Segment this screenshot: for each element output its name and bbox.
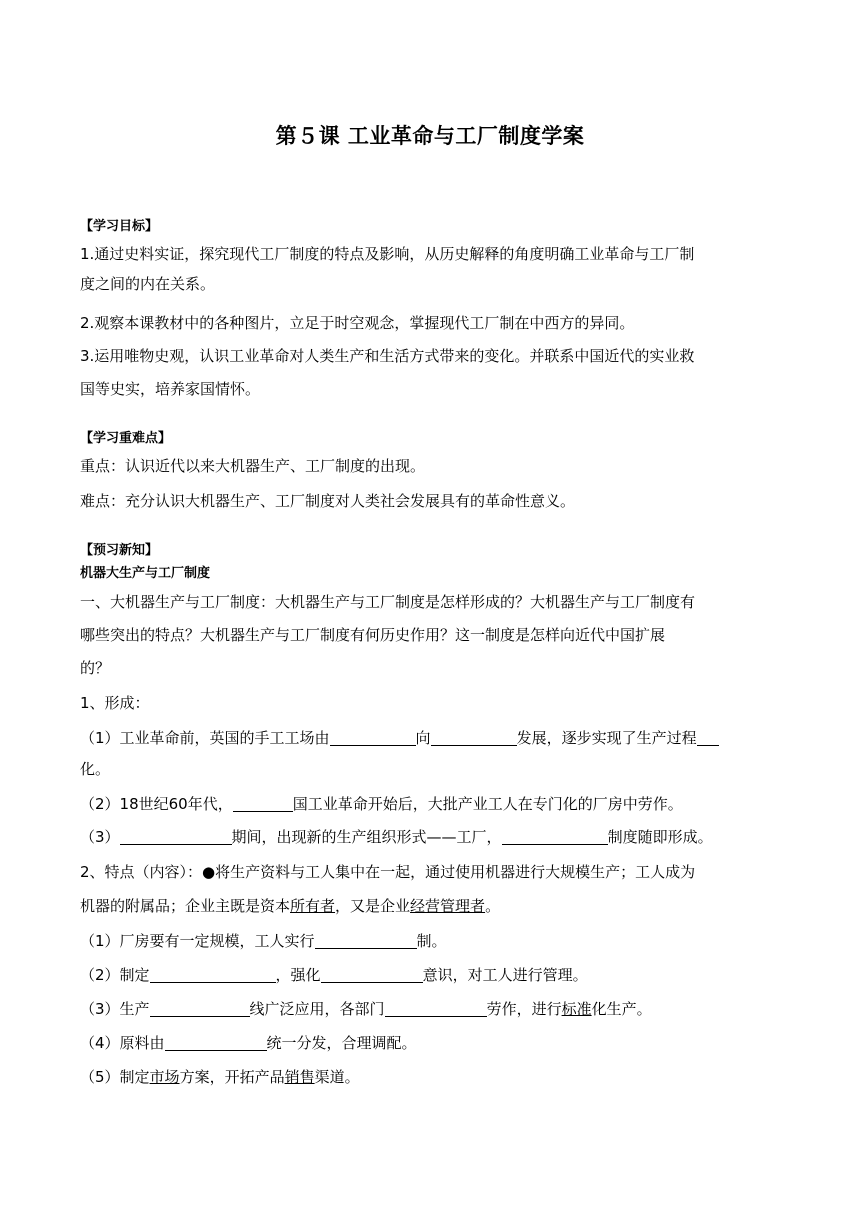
page-title: 第５课 工业革命与工厂制度学案 [275, 124, 585, 148]
point-3: （3）生产 线广泛应用，各部门 劳作，进行标准化生产。 [80, 1000, 652, 1018]
objective-1-line-1: 1.通过史料实证，探究现代工厂制度的特点及影响，从历史解释的角度明确工业革命与工厂制 [80, 245, 695, 263]
question-line-2: 哪些突出的特点？大机器生产与工厂制度有何历史作用？这一制度是怎样向近代中国扩展 [80, 626, 666, 644]
fill-blank[interactable] [150, 966, 276, 983]
fill-blank[interactable] [315, 932, 417, 949]
fill-blank[interactable] [321, 966, 423, 983]
objective-3-line-2: 国等史实，培养家国情怀。 [80, 380, 261, 398]
fill-blank[interactable] [150, 1000, 250, 1017]
objective-2: 2.观察本课教材中的各种图片，立足于时空观念，掌握现代工厂制在中西方的异同。 [80, 314, 635, 332]
fill-blank[interactable] [330, 729, 416, 746]
point-2: （2）制定 ，强化 意识，对工人进行管理。 [80, 966, 588, 984]
focus-point: 重点：认识近代以来大机器生产、工厂制度的出现。 [80, 457, 426, 475]
preview-subheading: 机器大生产与工厂制度 [80, 566, 211, 581]
characteristics-line-1: 2、特点（内容）：●将生产资料与工人集中在一起，通过使用机器进行大规模生产；工人成为 [80, 863, 696, 881]
fill-blank[interactable] [385, 1000, 487, 1017]
objectives-heading: 【学习目标】 [80, 219, 159, 234]
question-line-1: 一、大机器生产与工厂制度：大机器生产与工厂制度是怎样形成的？大机器生产与工厂制度有 [80, 593, 696, 611]
fill-blank[interactable] [165, 1034, 267, 1051]
fill-blank[interactable] [233, 795, 293, 812]
formation-item-1: （1）工业革命前，英国的手工工场由 向 发展，逐步实现了生产过程 [80, 727, 785, 749]
question-line-3: 的？ [80, 659, 111, 677]
fill-blank[interactable] [697, 729, 719, 746]
key-points-heading: 【学习重难点】 [80, 431, 172, 446]
fill-blank[interactable] [120, 828, 232, 845]
point-1: （1）厂房要有一定规模，工人实行 制。 [80, 932, 447, 950]
formation-item-3: （3） 期间，出现新的生产组织形式——工厂， 制度随即形成。 [80, 828, 713, 846]
preview-heading: 【预习新知】 [80, 543, 159, 558]
point-4: （4）原料由 统一分发，合理调配。 [80, 1034, 417, 1052]
formation-item-2: （2）18世纪60年代， 国工业革命开始后，大批产业工人在专门化的厂房中劳作。 [80, 795, 683, 813]
characteristics-line-2: 机器的附属品；企业主既是资本所有者，又是企业经营管理者。 [80, 897, 501, 915]
formation-heading: 1、形成： [80, 694, 150, 712]
fill-blank[interactable] [502, 828, 608, 845]
objective-3-line-1: 3.运用唯物史观，认识工业革命对人类生产和生活方式带来的变化。并联系中国近代的实业救 [80, 347, 695, 365]
point-5: （5）制定市场方案，开拓产品销售渠道。 [80, 1068, 360, 1086]
fill-blank[interactable] [431, 729, 517, 746]
difficulty-point: 难点：充分认识大机器生产、工厂制度对人类社会发展具有的革命性意义。 [80, 492, 576, 510]
objective-1-line-2: 度之间的内在关系。 [80, 275, 216, 293]
formation-item-1-cont: 化。 [80, 760, 111, 778]
